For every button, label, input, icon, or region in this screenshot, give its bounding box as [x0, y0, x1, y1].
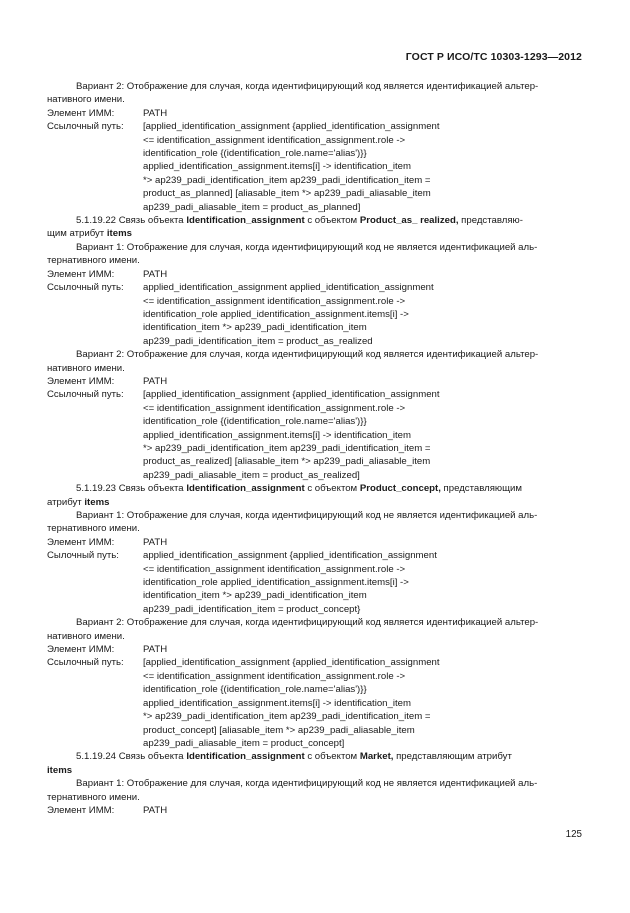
mim-element-value: PATH — [143, 644, 168, 656]
reference-path-value — [143, 120, 585, 214]
heading-text: Связь объекта — [118, 751, 184, 763]
mim-element-row — [47, 375, 585, 388]
reference-path-line: *> ap239_padi_identification_item ap239_padi_identification_item = — [143, 442, 431, 454]
reference-path-line: identification_role {(identification_role.name='alias')}} — [143, 148, 367, 160]
paragraph: Вариант 2: Отображение для случая, когда идентифицирующий код является идентификацией альтер- — [76, 81, 539, 92]
heading-object: Identification_assignment — [186, 215, 305, 227]
reference-path-line: ap239_padi_identification_item = product_concept} — [143, 603, 361, 615]
paragraph: Вариант 1: Отображение для случая, когда идентифицирующий код не является идентификацией аль- — [76, 510, 538, 521]
mim-element-label: Элемент ИММ: — [47, 644, 115, 656]
heading-text: представляю- — [461, 215, 523, 227]
reference-path-line: <= identification_assignment identification_assignment.role -> — [143, 295, 406, 307]
heading-text: с объектом — [307, 751, 358, 763]
heading-text: Связь объекта — [118, 483, 184, 495]
mim-element-value: PATH — [143, 804, 168, 816]
reference-path-row — [47, 281, 585, 348]
reference-path-line: [applied_identification_assignment {applied_identification_assignment — [143, 657, 440, 669]
mim-element-label: Элемент ИММ: — [47, 268, 115, 280]
reference-path-line: <= identification_assignment identification_assignment.role -> — [143, 402, 406, 414]
reference-path-line: ap239_padi_aliasable_item = product_as_realized] — [143, 469, 360, 481]
paragraph-continuation: нативного имени. — [47, 94, 125, 106]
reference-path-line: product_concept] [aliasable_item *> ap239_padi_aliasable_item — [143, 724, 415, 736]
section-number: 5.1.19.22 — [76, 215, 117, 227]
reference-path-line: applied_identification_assignment.items[i] -> identification_item — [143, 429, 411, 441]
heading-text: с объектом — [307, 483, 358, 495]
heading-object: Identification_assignment — [186, 483, 305, 495]
reference-path-line: applied_identification_assignment applied_identification_assignment — [143, 282, 434, 294]
document-header: ГОСТ Р ИСО/ТС 10303-1293—2012 — [405, 51, 582, 63]
paragraph-continuation: тернативного имени. — [47, 791, 140, 803]
mim-element-row — [47, 643, 585, 656]
page-number: 125 — [565, 829, 582, 840]
reference-path-line: ap239_padi_identification_item = product_as_realized — [143, 335, 373, 347]
heading-object: Product_concept, — [359, 483, 441, 495]
paragraph-continuation: тернативного имени. — [47, 523, 140, 535]
heading-text: с объектом — [307, 215, 358, 227]
heading-text: представляющим атрибут — [396, 751, 512, 763]
reference-path-line: [applied_identification_assignment {applied_identification_assignment — [143, 389, 440, 401]
mim-element-value: PATH — [143, 375, 168, 387]
section-number: 5.1.19.23 — [76, 483, 117, 495]
heading-continuation — [47, 764, 585, 777]
reference-path-line: identification_role {(identification_role.name='alias')}} — [143, 416, 367, 428]
mim-element-row — [47, 268, 585, 281]
reference-path-line: ap239_padi_aliasable_item = product_concept] — [143, 737, 345, 749]
mim-element-row — [47, 804, 585, 817]
reference-path-row — [47, 388, 585, 482]
reference-path-row — [47, 120, 585, 214]
mim-element-label: Элемент ИММ: — [47, 107, 115, 119]
reference-path-line: *> ap239_padi_identification_item ap239_padi_identification_item = — [143, 711, 431, 723]
document-body — [47, 80, 585, 817]
reference-path-line: <= identification_assignment identification_assignment.role -> — [143, 134, 406, 146]
mim-element-row — [47, 536, 585, 549]
section-number: 5.1.19.24 — [76, 751, 117, 763]
reference-path-label: Ссылочный путь: — [47, 657, 124, 669]
paragraph: Вариант 2: Отображение для случая, когда идентифицирующий код является идентификацией альтер- — [76, 349, 539, 361]
reference-path-line: identification_item *> ap239_padi_identification_item — [143, 590, 367, 602]
reference-path-label: Сылочный путь: — [47, 550, 119, 562]
mim-element-label: Элемент ИММ: — [47, 375, 115, 387]
reference-path-line: <= identification_assignment identification_assignment.role -> — [143, 563, 406, 575]
mim-element-label: Элемент ИММ: — [47, 804, 115, 816]
paragraph: Вариант 1: Отображение для случая, когда идентифицирующий код не является идентификацией аль- — [76, 778, 538, 790]
reference-path-value — [143, 656, 585, 750]
reference-path-row — [47, 656, 585, 750]
paragraph-continuation: тернативного имени. — [47, 255, 140, 267]
reference-path-line: identification_role applied_identification_assignment.items[i] -> — [143, 308, 409, 320]
mim-element-value: PATH — [143, 536, 168, 548]
heading-text: щим атрибут — [47, 228, 105, 240]
section-heading — [47, 214, 585, 227]
reference-path-line: identification_role {(identification_role.name='alias')}} — [143, 684, 367, 696]
mim-element-value: PATH — [143, 268, 168, 280]
heading-continuation — [47, 227, 585, 240]
reference-path-label: Ссылочный путь: — [47, 121, 124, 133]
reference-path-line: identification_item *> ap239_padi_identification_item — [143, 322, 367, 334]
reference-path-line: product_as_realized] [aliasable_item *> ap239_padi_aliasable_item — [143, 456, 431, 468]
section-heading — [47, 482, 585, 495]
paragraph-continuation: нативного имени. — [47, 362, 125, 374]
heading-text: атрибут — [47, 496, 82, 508]
mim-element-label: Элемент ИММ: — [47, 536, 115, 548]
reference-path-line: applied_identification_assignment.items[i] -> identification_item — [143, 161, 411, 173]
heading-text: представляющим — [443, 483, 522, 495]
reference-path-line: ap239_padi_aliasable_item = product_as_planned] — [143, 201, 361, 213]
reference-path-value — [143, 549, 585, 616]
reference-path-line: <= identification_assignment identification_assignment.role -> — [143, 670, 406, 682]
section-heading — [47, 750, 585, 763]
paragraph: Вариант 2: Отображение для случая, когда идентифицирующий код является идентификацией альтер- — [76, 617, 539, 629]
heading-object: Identification_assignment — [186, 751, 305, 763]
heading-object: Product_as_ realized, — [359, 215, 459, 227]
reference-path-label: Ссылочный путь: — [47, 389, 124, 401]
heading-attribute: items — [47, 764, 73, 776]
heading-attribute: items — [106, 228, 132, 240]
reference-path-line: *> ap239_padi_identification_item ap239_padi_identification_item = — [143, 174, 431, 186]
paragraph-continuation: нативного имени. — [47, 630, 125, 642]
reference-path-line: [applied_identification_assignment {applied_identification_assignment — [143, 121, 440, 133]
heading-continuation — [47, 496, 585, 509]
heading-text: Связь объекта — [118, 215, 184, 227]
paragraph: Вариант 1: Отображение для случая, когда идентифицирующий код не является идентификацией аль- — [76, 241, 538, 253]
reference-path-row — [47, 549, 585, 616]
mim-element-value: PATH — [143, 107, 168, 119]
reference-path-value — [143, 281, 585, 348]
reference-path-value — [143, 388, 585, 482]
reference-path-label: Ссылочный путь: — [47, 282, 124, 294]
reference-path-line: applied_identification_assignment {applied_identification_assignment — [143, 550, 437, 562]
reference-path-line: product_as_planned] [aliasable_item *> ap239_padi_aliasable_item — [143, 188, 431, 200]
heading-object: Market, — [359, 751, 394, 763]
reference-path-line: identification_role applied_identification_assignment.items[i] -> — [143, 577, 409, 589]
mim-element-row — [47, 107, 585, 120]
heading-attribute: items — [84, 496, 110, 508]
reference-path-line: applied_identification_assignment.items[i] -> identification_item — [143, 697, 411, 709]
